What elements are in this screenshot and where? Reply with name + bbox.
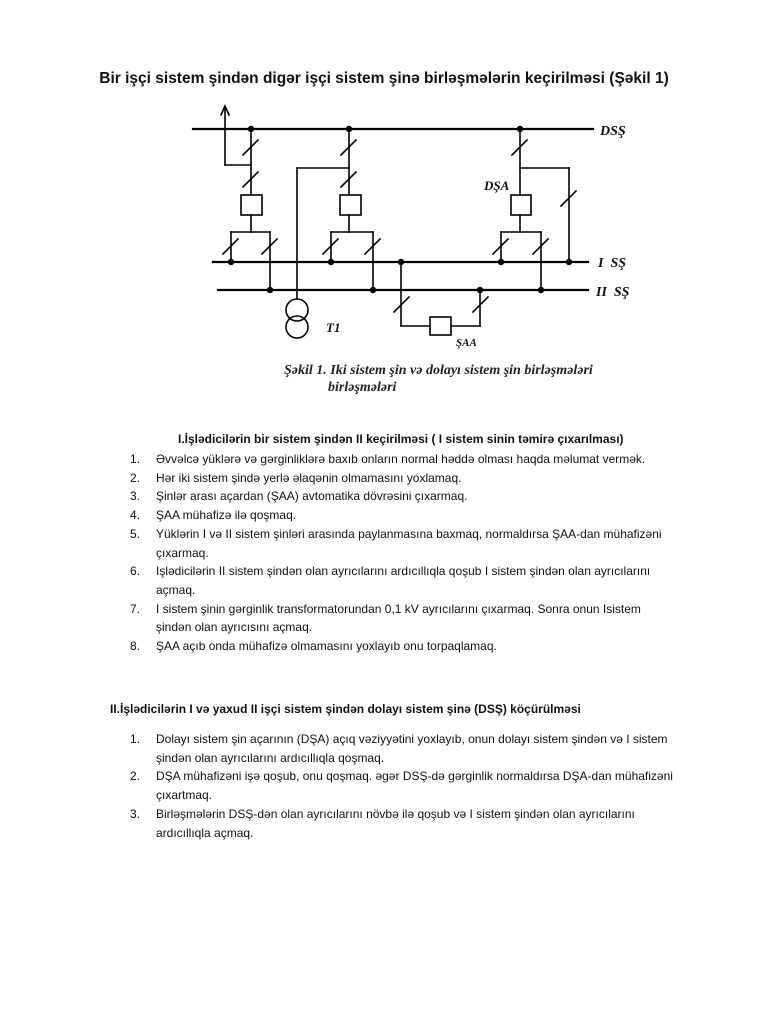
busbar-schematic-diagram [0, 90, 768, 370]
list-item-line: Əvvəlcə yüklərə və gərginliklərə baxıb onların normal həddə olması haqda məlumat vermək. [156, 452, 646, 466]
list-item-line: açmaq. [156, 582, 196, 597]
list-item-line: Yüklərin I və II sistem şinləri arasında paylanmasına baxmaq, normaldırsa ŞAA-dan mühafizəni [156, 526, 662, 541]
feeder-middle [297, 129, 380, 298]
list-item-line: şindən olan ayrıcısını açmaq. [156, 620, 313, 635]
list-item-line: ardıcıllıqla açmaq. [156, 825, 254, 840]
list-item [130, 767, 716, 804]
list-item-line: çıxartmaq. [156, 788, 213, 803]
section-2-title: II.İşlədicilərin I və yaxud II işçi sistem şindən dolayı sistem şinə (DSŞ) köçürülməsi [110, 702, 581, 716]
bus-2-label: II SŞ [596, 285, 630, 300]
list-item-line: I sistem şinin gərginlik transformatorundan 0,1 kV ayrıcılarını çıxarmaq. Sonra onun Isistem [156, 601, 641, 616]
section-2-steps [130, 730, 716, 842]
dsa-label: DŞA [484, 178, 510, 193]
page-title: Bir işçi sistem şindən digər işçi sistem şinə birləşmələrin keçirilməsi (Şəkil 1) [99, 70, 669, 87]
figure-caption-line-2: birləşmələri [328, 380, 397, 395]
list-item [130, 730, 716, 767]
figure-caption-line-1: Şəkil 1. Iki sistem şin və dolayı sistem şin birləşmələri [284, 363, 593, 378]
list-item-number: 2. [130, 769, 141, 784]
list-item-number: 8. [130, 639, 141, 654]
list-item-line: ŞAA mühafizə ilə qoşmaq. [156, 508, 297, 523]
list-item-line: Birləşmələrin DSŞ-dən olan ayrıcılarını növbə ilə qoşub və I sistem şindən olan ayrıcılarını [156, 806, 635, 821]
dss-label: DSŞ [600, 124, 626, 139]
list-item [130, 600, 716, 637]
list-item-number: 7. [130, 601, 141, 616]
list-item [130, 487, 716, 506]
list-item [130, 506, 716, 525]
list-item [130, 525, 716, 562]
list-item-number: 4. [130, 508, 141, 523]
list-item-line: Şinlər arası açardan (ŞAA) avtomatika dövrəsini çıxarmaq. [156, 489, 468, 504]
list-item [130, 562, 716, 599]
list-item-line: Işlədicilərin II sistem şindən olan ayrıcılarını ardıcıllıqla qoşub I sistem şindən olan ayrıcılarını [156, 564, 651, 579]
list-item-number: 6. [130, 564, 141, 579]
list-item-number: 5. [130, 526, 141, 541]
list-item-line: DŞA mühafizəni işə qoşub, onu qoşmaq. əgər DSŞ-də gərginlik normaldırsa DŞA-dan mühafizəni [156, 769, 673, 784]
feeder-right-dsa [493, 129, 576, 290]
list-item-line: Hər iki sistem şində yerlə əlaqənin olmamasını yoxlamaq. [156, 470, 462, 485]
transformer-t1 [286, 299, 308, 338]
list-item-number: 1. [130, 452, 141, 466]
bus-1-label: I SŞ [598, 256, 627, 271]
list-item-number: 3. [130, 489, 141, 504]
t1-label: T1 [326, 320, 341, 335]
list-item-line: şindən olan ayrıcılarını ardıcıllıqla qoşmaq. [156, 750, 385, 765]
list-item [130, 637, 716, 656]
list-item-line: Dolayı sistem şin açarının (DŞA) açıq vəziyyətini yoxlayıb, onun dolayı sistem şindən və I sistem [156, 732, 668, 746]
list-item-line: çıxarmaq. [156, 545, 209, 560]
list-item-number: 1. [130, 732, 141, 746]
section-1-steps [130, 450, 716, 656]
list-item-line: ŞAA açıb onda mühafizə olmamasını yoxlayıb onu torpaqlamaq. [156, 639, 497, 654]
bus-coupler-saa [394, 262, 488, 335]
figure-caption [284, 362, 624, 396]
saa-label: ŞAA [456, 337, 477, 349]
section-1-title: I.İşlədicilərin bir sistem şindən II keçirilməsi ( I sistem sinin təmirə çıxarılması) [178, 432, 624, 446]
list-item [130, 805, 716, 842]
list-item [130, 469, 716, 488]
list-item [130, 450, 716, 469]
list-item-number: 3. [130, 806, 141, 821]
list-item-number: 2. [130, 470, 141, 485]
